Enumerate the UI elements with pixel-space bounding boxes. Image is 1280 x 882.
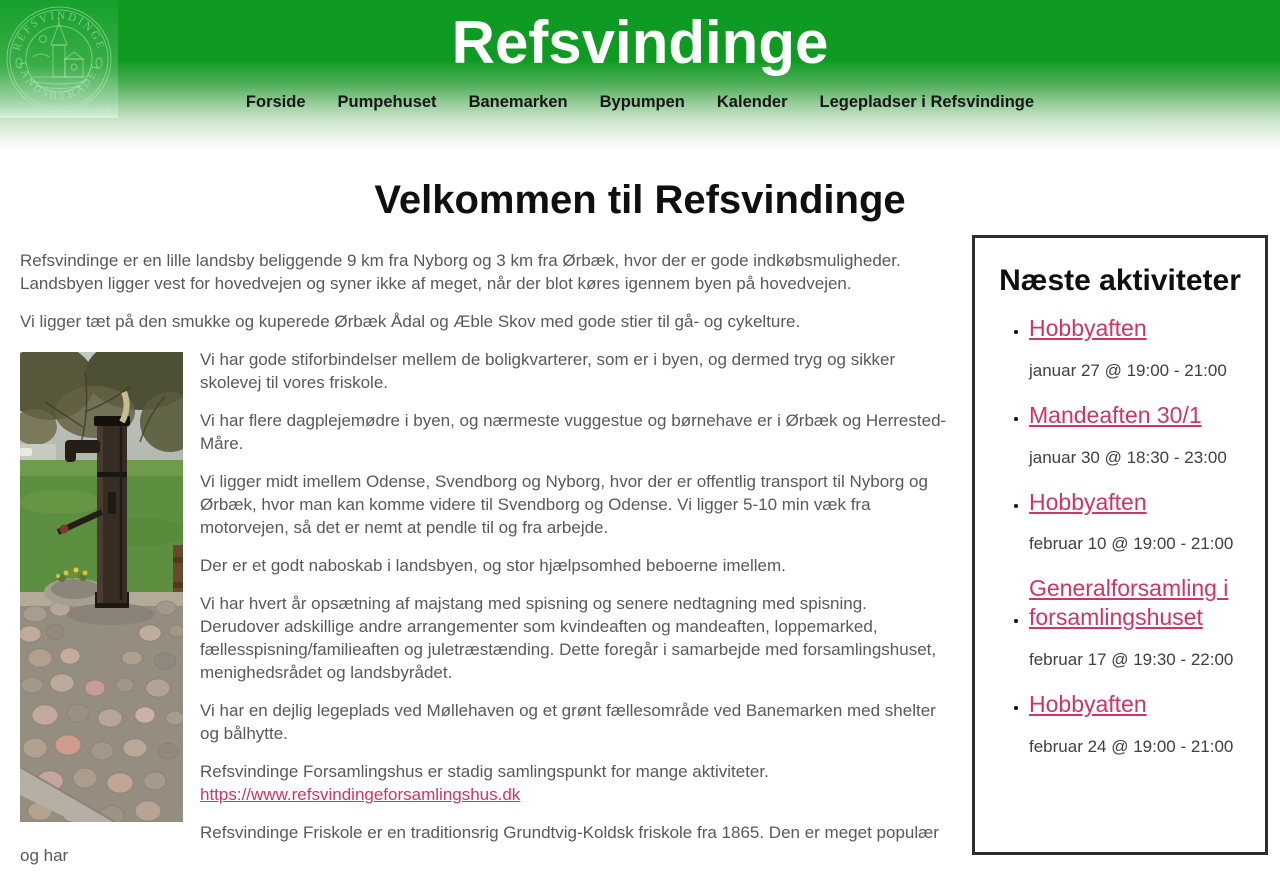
event-item [1029, 574, 1251, 670]
site-header [0, 0, 1280, 150]
event-link-hobbyaften-2[interactable]: Hobbyaften [1029, 488, 1147, 515]
event-date: februar 24 @ 19:00 - 21:00 [1029, 736, 1234, 756]
event-date: januar 30 @ 18:30 - 23:00 [1029, 447, 1227, 467]
paths-paragraph: Vi har gode stiforbindelser mellem de boligkvarterer, som er i byen, og dermed tryg og sikker skolevej til vores friskole. [200, 350, 896, 392]
playground-paragraph: Vi har en dejlig legeplads ved Møllehaven og et grønt fællesområde ved Banemarken med shelter og bålhytte. [200, 701, 936, 743]
sidebar-title: Næste aktiviteter [999, 264, 1241, 297]
nature-paragraph: Vi ligger tæt på den smukke og kuperede Ørbæk Ådal og Æble Skov med gode stier til gå- og cykelture. [20, 312, 801, 331]
event-date: februar 10 @ 19:00 - 21:00 [1029, 534, 1234, 554]
site-title: Refsvindinge [451, 9, 829, 76]
event-link-hobbyaften-1[interactable]: Hobbyaften [1029, 315, 1147, 341]
daycare-paragraph: Vi har flere dagplejemødre i byen, og nærmeste vuggestue og børnehave er i Ørbæk og Herrested-Måre. [200, 411, 947, 453]
logo-arc-top-text: REFSVINDINGE [10, 9, 108, 53]
event-link-hobbyaften-3[interactable]: Hobbyaften [1029, 690, 1147, 717]
nav-item-forside[interactable]: Forside [245, 93, 306, 111]
event-date: januar 27 @ 19:00 - 21:00 [1029, 360, 1227, 380]
event-item [1029, 690, 1251, 757]
nav-item-legepladser[interactable]: Legepladser i Refsvindinge [819, 93, 1035, 111]
village-seal-icon [0, 0, 118, 118]
content-row [0, 235, 1280, 882]
forsamlingshus-text: Refsvindinge Forsamlingshus er stadig samlingspunkt for mange aktiviteter. [200, 762, 769, 781]
main-nav [0, 93, 1280, 112]
site-logo[interactable] [0, 0, 118, 118]
forsamlingshus-link[interactable]: https://www.refsvindingeforsamlingshus.dk [200, 785, 521, 804]
event-item [1029, 401, 1251, 468]
nav-item-bypumpen[interactable]: Bypumpen [599, 93, 685, 111]
event-item [1029, 314, 1251, 381]
nav-item-banemarken[interactable]: Banemarken [468, 93, 568, 111]
logo-arc-bottom-text: LANDSBYRÅDET [15, 60, 103, 103]
pump-photo-illustration [20, 352, 183, 822]
intro-paragraph: Refsvindinge er en lille landsby beliggende 9 km fra Nyborg og 3 km fra Ørbæk, hvor der er gode indkøbsmuligheder. Landsbyen ligger vest for hovedvejen og syner ikke af meget, når der blot køres igennem byen på hovedvejen. [20, 251, 901, 293]
event-date: februar 17 @ 19:30 - 22:00 [1029, 649, 1234, 669]
transport-paragraph: Vi ligger midt imellem Odense, Svendborg og Nyborg, hvor der er offentlig transport til Nyborg og Ørbæk, hvor man kan komme videre til Svendborg og Odense. Vi ligger 5-10 min væk fra motorvejen, så det er nemt at pendle til og fra arbejde. [200, 472, 928, 537]
events-paragraph: Vi har hvert år opsætning af majstang med spisning og senere nedtagning med spisning. Derudover adskillige andre arrangementer som kvindeaften og mandeaften, loppemarked, fællesspisning/familieaften og juletræstænding. Dette foregår i samarbejde med forsamlingshuset, menighedsrådet og landsbyrådet. [200, 594, 937, 682]
nav-item-kalender[interactable]: Kalender [716, 93, 788, 111]
event-list [989, 314, 1251, 757]
village-pump-photo [20, 352, 183, 822]
logo-corner-text: FYN [98, 108, 110, 114]
nav-item-pumpehuset[interactable]: Pumpehuset [337, 93, 437, 111]
neighbours-paragraph: Der er et godt naboskab i landsbyen, og stor hjælpsomhed beboerne imellem. [200, 556, 786, 575]
main-content [20, 235, 972, 882]
event-link-generalforsamling[interactable]: Generalforsamling i forsamlingshuset [1029, 575, 1229, 630]
event-link-mandeaften[interactable]: Mandeaften 30/1 [1029, 401, 1202, 428]
friskole-paragraph: Refsvindinge Friskole er en traditionsrig Grundtvig-Koldsk friskole fra 1865. Den er meget populær og har [20, 823, 939, 865]
upcoming-events-sidebar [972, 235, 1268, 855]
event-item [1029, 488, 1251, 555]
page-title: Velkommen til Refsvindinge [374, 178, 906, 222]
